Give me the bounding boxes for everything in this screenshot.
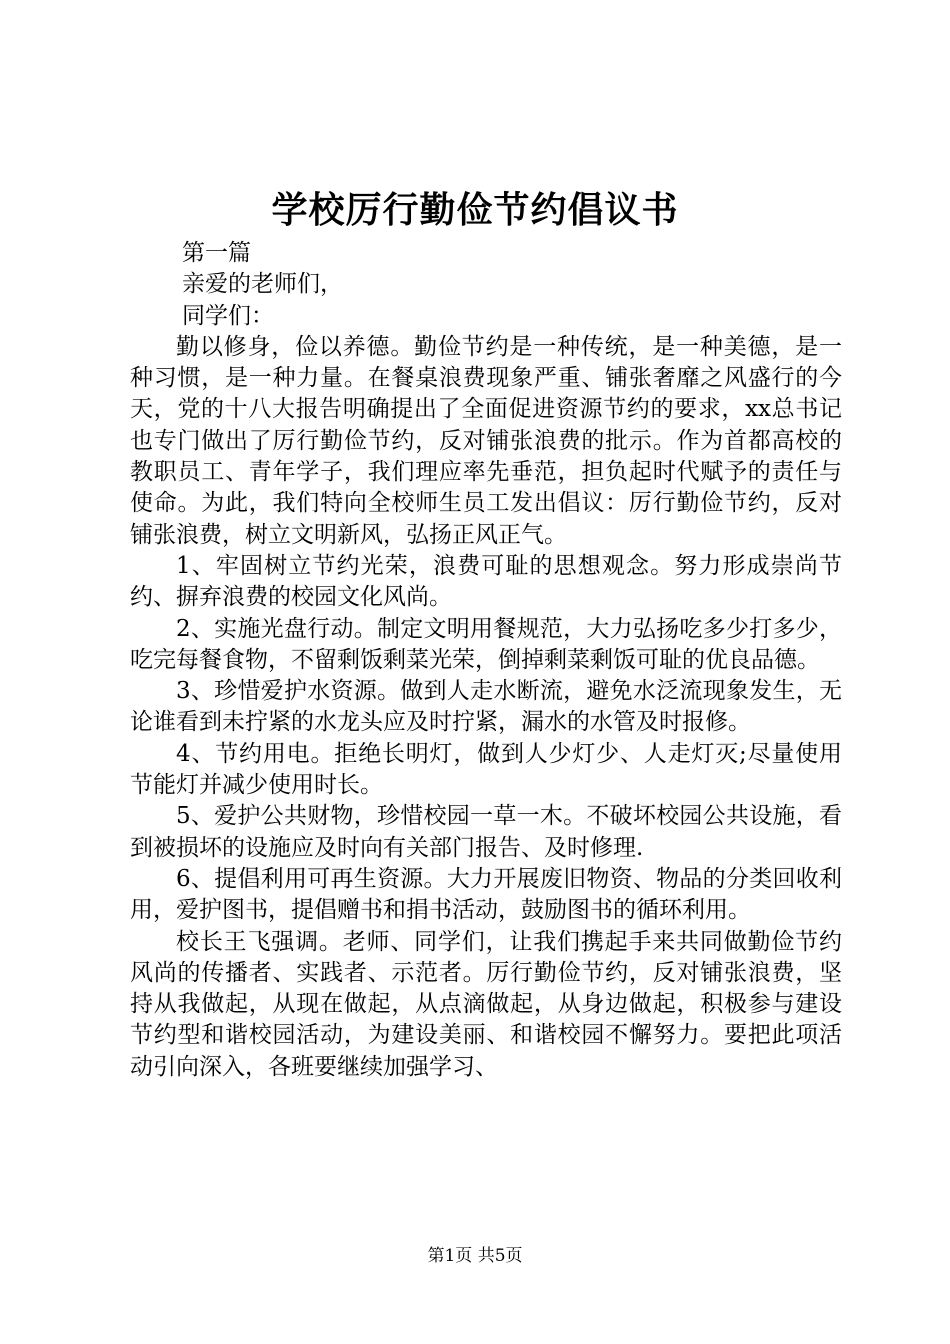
paragraph-item-5: 5、爱护公共财物，珍惜校园一草一木。不破坏校园公共设施，看到被损坏的设施应及时向有关部门报告、及时修理. [130,803,842,861]
paragraph-item-4: 4、节约用电。拒绝长明灯，做到人少灯少、人走灯灭;尽量使用节能灯并减少使用时长。 [130,740,842,799]
paragraph-item-3: 3、珍惜爱护水资源。做到人走水断流，避免水泛流现象发生，无论谁看到未拧紧的水龙头应及时拧紧，漏水的水管及时报修。 [130,678,842,736]
document-title: 学校厉行勤俭节约倡议书 [271,189,679,231]
section-heading: 第一篇 [182,240,251,266]
document-body [130,238,842,1083]
paragraph-closing: 校长王飞强调。老师、同学们，让我们携起手来共同做勤俭节约风尚的传播者、实践者、示范者。厉行勤俭节约，反对铺张浪费，坚持从我做起，从现在做起，从点滴做起，从身边做起，积极参与建设节约型和谐校园活动，为建设美丽、和谐校园不懈努力。要把此项活动引向深入，各班要继续加强学习、 [130,928,842,1080]
paragraph-item-6: 6、提倡利用可再生资源。大力开展废旧物资、物品的分类回收利用，爱护图书，提倡赠书和捐书活动，鼓励图书的循环利用。 [130,865,842,924]
page-footer: 第1页 共5页 [427,1246,523,1266]
salutation-students: 同学们： [182,302,274,329]
paragraph-item-2: 2、实施光盘行动。制定文明用餐规范，大力弘扬吃多少打多少，吃完每餐食物，不留剩饭剩菜光荣，倒掉剩菜剩饭可耻的优良品德。 [130,615,842,673]
salutation-teachers: 亲爱的老师们， [182,271,343,298]
paragraph-item-1: 1、牢固树立节约光荣，浪费可耻的思想观念。努力形成崇尚节约、摒弃浪费的校园文化风尚。 [130,552,842,611]
paragraph-intro: 勤以修身，俭以养德。勤俭节约是一种传统，是一种美德，是一种习惯，是一种力量。在餐桌浪费现象严重、铺张奢靡之风盛行的今天，党的十八大报告明确提出了全面促进资源节约的要求，xx总书记也专门做出了厉行勤俭节约，反对铺张浪费的批示。作为首都高校的教职员工、青年学子，我们理应率先垂范，担负起时代赋予的责任与使命。为此，我们特向全校师生员工发出倡议：厉行勤俭节约，反对铺张浪费，树立文明新风，弘扬正风正气。 [130,333,842,548]
